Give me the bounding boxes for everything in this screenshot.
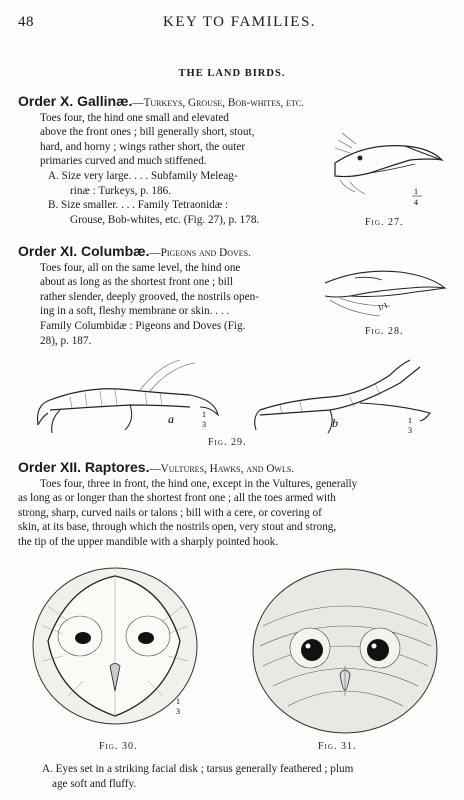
order-xii-block — [18, 460, 458, 550]
order-x-line4: primaries curved and much stiffened. — [40, 155, 207, 168]
grouse-bill-illustration — [330, 118, 450, 213]
order-x-line3: hard, and horny ; wings rather short, the outer — [40, 140, 246, 153]
fig27-scale: 1 — [414, 187, 418, 196]
svg-text:3: 3 — [202, 420, 206, 429]
order-xi-line4: ing in a soft, fleshy membrane or skin. . . . — [40, 305, 230, 318]
order-x-common: —Turkeys, Grouse, Bob-whites, etc. — [132, 97, 304, 109]
footer-line1: A. Eyes set in a striking facial disk ; tarsus generally feathered ; plum — [42, 763, 354, 775]
svg-text:1: 1 — [176, 697, 180, 706]
order-xi-common: —Pigeons and Doves. — [149, 247, 251, 259]
pigeon-foot-illustration — [250, 355, 445, 435]
order-xii-line5: the tip of the upper mandible with a sharply pointed hook. — [18, 535, 279, 548]
order-xi-line1: Toes four, all on the same level, the hind one — [40, 261, 241, 274]
svg-text:3: 3 — [176, 707, 180, 716]
fig30-caption: Fig. 30. — [99, 741, 138, 752]
order-xi-block — [18, 244, 363, 348]
grouse-foot-illustration — [30, 355, 230, 435]
order-xii-line1: Toes four, three in front, the hind one, except in the Vultures, generally — [40, 477, 358, 490]
order-xi-line2: about as long as the shortest front one ; bill — [40, 276, 233, 289]
order-xi-label: Order XI. Columbæ. — [18, 243, 150, 259]
fig29-label-b: b — [332, 416, 338, 430]
page-number: 48 — [18, 14, 34, 30]
order-xii-label: Order XII. Raptores. — [18, 459, 150, 475]
order-x-block — [18, 94, 348, 227]
fig28-caption: Fig. 28. — [365, 326, 404, 337]
order-xi-line3: rather slender, deeply grooved, the nostrils open- — [40, 290, 259, 303]
fig29-caption: Fig. 29. — [208, 437, 247, 448]
svg-text:3: 3 — [408, 426, 412, 435]
footer-note — [42, 762, 452, 791]
svg-text:1/1: 1/1 — [376, 300, 390, 313]
order-x-a-line1: A. Size very large. . . . Subfamily Meleag- — [48, 169, 238, 182]
svg-text:1: 1 — [202, 410, 206, 419]
order-xii-common: —Vultures, Hawks, and Owls. — [149, 463, 295, 475]
fig27-caption: Fig. 27. — [365, 217, 404, 228]
fig31-caption: Fig. 31. — [318, 741, 357, 752]
order-x-line2: above the front ones ; bill generally short, stout, — [40, 126, 255, 139]
order-x-a-line2: rinæ : Turkeys, p. 186. — [70, 184, 172, 197]
running-title: KEY TO FAMILIES. — [163, 14, 317, 30]
order-xi-line5: Family Columbidæ : Pigeons and Doves (Fig. — [40, 319, 246, 332]
pigeon-bill-illustration — [320, 258, 455, 328]
order-xii-line2: as long as or longer than the shortest front one ; all the toes armed with — [18, 492, 336, 505]
order-xii-line3: strong, sharp, curved nails or talons ; bill with a cere, or covering of — [18, 506, 322, 519]
order-xii-line4: skin, at its base, through which the nostrils open, very stout and strong, — [18, 521, 337, 534]
barn-owl-illustration — [28, 566, 203, 731]
svg-text:1: 1 — [408, 416, 412, 425]
order-x-label: Order X. Gallinæ. — [18, 93, 133, 109]
order-x-b-line1: B. Size smaller. . . . Family Tetraonidæ : — [48, 199, 229, 212]
barred-owl-illustration — [248, 566, 443, 736]
order-x-line1: Toes four, the hind one small and elevated — [40, 111, 229, 124]
footer-line2: age soft and fluffy. — [52, 777, 137, 790]
order-x-b-line2: Grouse, Bob-whites, etc. (Fig. 27), p. 178. — [70, 213, 260, 226]
fig29-label-a: a — [168, 412, 174, 426]
svg-text:4: 4 — [414, 198, 418, 207]
section-title: THE LAND BIRDS. — [178, 68, 286, 79]
order-xi-line6: 28), p. 187. — [40, 334, 92, 347]
